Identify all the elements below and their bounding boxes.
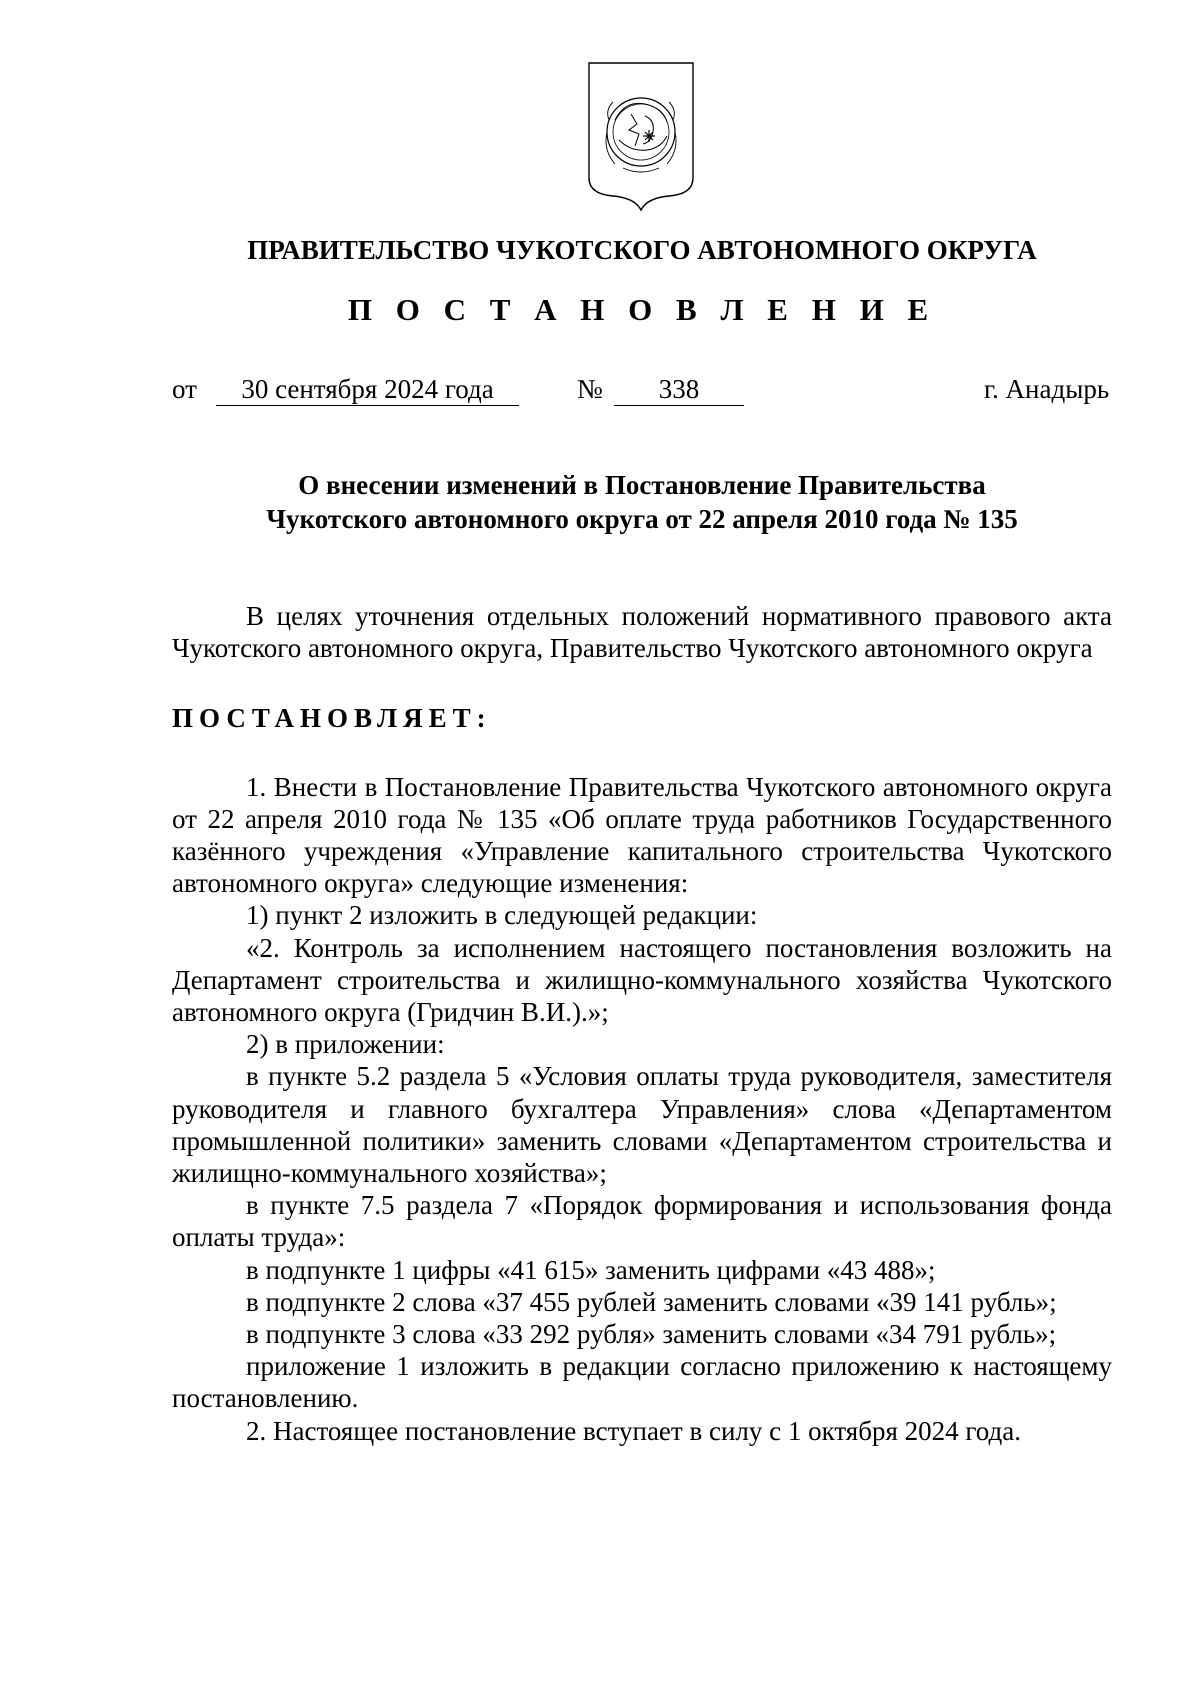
decree-word: ПОСТАНОВЛЯЕТ: [172, 703, 492, 734]
date-underline [216, 405, 519, 406]
preamble-paragraph: В целях уточнения отдельных положений нормативного правового акта Чукотского автономного округа, Правительство Чукотского автономного округа [172, 601, 1112, 664]
number-label: № [577, 374, 603, 404]
body-paragraph: «2. Контроль за исполнением настоящего постановления возложить на Департамент строительства и жилищно-коммунального хозяйства Чукотского автономного округа (Гридчин В.И.).»; [172, 932, 1112, 1028]
body-paragraph: в подпункте 1 цифры «41 615» заменить цифрами «43 488»; [246, 1254, 936, 1285]
coat-of-arms-emblem [585, 60, 697, 212]
body-paragraph: в подпункте 2 слова «37 455 рублей заменить словами «39 141 рубль»; [246, 1286, 1057, 1317]
document-kind-title: П О С Т А Н О В Л Е Н И Е [347, 292, 937, 327]
document-body [172, 600, 1112, 1447]
body-paragraph: 2) в приложении: [246, 1029, 445, 1060]
number-underline [614, 405, 744, 406]
document-subject [0, 468, 1200, 536]
body-paragraph: в пункте 5.2 раздела 5 «Условия оплаты труда руководителя, заместителя руководителя и главного бухгалтера Управления» слова «Департаментом промышленной политики» заменить словами «Департаментом строительства и жилищно-коммунального хозяйства»; [172, 1061, 1112, 1189]
body-paragraph: в пункте 7.5 раздела 7 «Порядок формирования и использования фонда оплаты труда»: [172, 1190, 1112, 1253]
document-number: 338 [658, 374, 700, 404]
city-name: г. Анадырь [984, 374, 1110, 404]
body-paragraph: в подпункте 3 слова «33 292 рубля» заменить словами «34 791 рубль»; [246, 1319, 1057, 1350]
government-title: ПРАВИТЕЛЬСТВО ЧУКОТСКОГО АВТОНОМНОГО ОКРУГА [247, 235, 1037, 265]
document-date: 30 сентября 2024 года [241, 374, 494, 404]
subject-line-2: Чукотского автономного округа от 22 апреля 2010 года № 135 [266, 504, 1018, 534]
body-paragraph: 2. Настоящее постановление вступает в силу с 1 октября 2024 года. [246, 1415, 1021, 1446]
body-paragraph: 1. Внести в Постановление Правительства Чукотского автономного округа от 22 апреля 2010 года № 135 «Об оплате труда работников Государственного казённого учреждения «Управление капитального строительства Чукотского автономного округа» следующие изменения: [172, 771, 1112, 899]
body-paragraph: приложение 1 изложить в редакции согласно приложению к настоящему постановлению. [172, 1351, 1112, 1414]
body-paragraph: 1) пункт 2 изложить в следующей редакции: [246, 900, 758, 931]
date-from-label: от [172, 374, 197, 404]
subject-line-1: О внесении изменений в Постановление Правительства [298, 470, 986, 500]
